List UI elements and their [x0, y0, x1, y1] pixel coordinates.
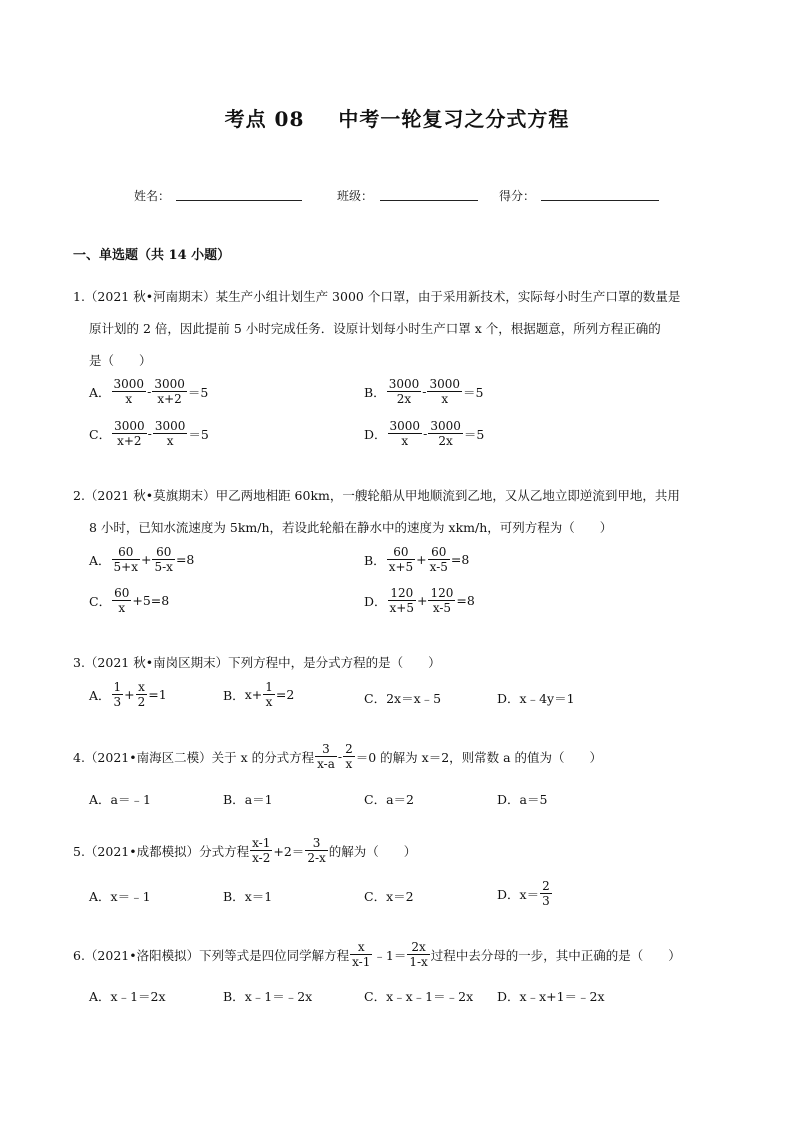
title-code: 考点 08: [224, 107, 305, 131]
title-name: 中考一轮复习之分式方程: [338, 107, 570, 131]
q5-stem: 5.（2021•成都模拟）分式方程 $\frac{x-1}{x-2}$ +2＝ $\frac{3}{2-x}$ 的解为（ ）: [73, 836, 417, 865]
q2-option-b[interactable]: B． $\frac{60}{x+5}$ + $\frac{60}{x-5}$ =8: [364, 545, 470, 574]
section-heading: 一、单选题（共 14 小题）: [73, 248, 231, 263]
score-field[interactable]: [541, 200, 659, 201]
name-field[interactable]: [176, 200, 302, 201]
q3-option-a[interactable]: A． $\frac{1}{3}$ + $\frac{x}{2}$ =1: [89, 680, 167, 709]
q1-option-d[interactable]: D． $\frac{3000}{x}$ - $\frac{3000}{2x}$ ＝5: [364, 419, 485, 448]
q1-option-b[interactable]: B． $\frac{3000}{2x}$ - $\frac{3000}{x}$ ＝5: [364, 377, 484, 406]
q4-option-a[interactable]: A．a＝﹣1: [89, 792, 151, 807]
q2-stem-line1: 2.（2021 秋•莫旗期末）甲乙两地相距 60km，一艘轮船从甲地顺流到乙地，又从乙地立即逆流到甲地，共用: [73, 488, 680, 503]
q4-option-d[interactable]: D．a＝5: [497, 792, 548, 807]
q6-stem: 6.（2021•洛阳模拟）下列等式是四位同学解方程 $\frac{x}{x-1}$ ﹣1＝ $\frac{2x}{1-x}$ 过程中去分母的一步，其中正确的是（ ）: [73, 940, 681, 969]
q1-stem-line3: 是（ ）: [89, 353, 152, 368]
name-label: 姓名：: [134, 189, 171, 203]
q4-option-c[interactable]: C．a＝2: [364, 792, 414, 807]
q3-option-d[interactable]: D．x﹣4y＝1: [497, 691, 575, 706]
q4-option-b[interactable]: B．a＝1: [223, 792, 273, 807]
q6-option-c[interactable]: C．x﹣x﹣1＝﹣2x: [364, 989, 474, 1004]
q2-stem-line2: 8 小时，已知水流速度为 5km/h，若设此轮船在静水中的速度为 xkm/h，可列方程为（ ）: [89, 520, 613, 535]
q2-option-c[interactable]: C． $\frac{60}{x}$ +5=8: [89, 586, 170, 615]
q5-option-d[interactable]: D． x＝ $\frac{2}{3}$: [497, 879, 550, 908]
q5-option-a[interactable]: A．x＝﹣1: [89, 889, 151, 904]
q2-option-d[interactable]: D． $\frac{120}{x+5}$ + $\frac{120}{x-5}$ =8: [364, 586, 475, 615]
q1-option-c[interactable]: C． $\frac{3000}{x+2}$ - $\frac{3000}{x}$ ＝5: [89, 419, 209, 448]
class-label: 班级：: [337, 189, 374, 203]
q6-option-a[interactable]: A．x﹣1＝2x: [89, 989, 166, 1004]
page-title: [0, 103, 794, 132]
q1-option-a[interactable]: A． $\frac{3000}{x}$ - $\frac{3000}{x+2}$ ＝5: [89, 377, 209, 406]
class-field[interactable]: [380, 200, 478, 201]
q1-stem-line2: 原计划的 2 倍，因此提前 5 小时完成任务．设原计划每小时生产口罩 x 个，根据题意，所列方程正确的: [89, 321, 661, 336]
score-label: 得分：: [499, 189, 536, 203]
q5-option-b[interactable]: B．x＝1: [223, 889, 273, 904]
q6-option-d[interactable]: D．x﹣x+1＝﹣2x: [497, 989, 605, 1004]
q5-option-c[interactable]: C．x＝2: [364, 889, 414, 904]
q3-stem: 3.（2021 秋•南岗区期末）下列方程中，是分式方程的是（ ）: [73, 655, 441, 670]
q3-option-c[interactable]: C．2x＝x﹣5: [364, 691, 442, 706]
q6-option-b[interactable]: B．x﹣1＝﹣2x: [223, 989, 313, 1004]
q3-option-b[interactable]: B． x+ $\frac{1}{x}$ =2: [223, 680, 295, 709]
q2-option-a[interactable]: A． $\frac{60}{5+x}$ + $\frac{60}{5-x}$ =8: [89, 545, 195, 574]
q4-stem: 4.（2021•南海区二模）关于 x 的分式方程 $\frac{3}{x-a}$ - $\frac{2}{x}$ ＝0 的解为 x＝2，则常数 a 的值为（ ）: [73, 742, 603, 771]
q1-stem-line1: 1.（2021 秋•河南期末）某生产小组计划生产 3000 个口罩，由于采用新技术，实际每小时生产口罩的数量是: [73, 289, 681, 304]
